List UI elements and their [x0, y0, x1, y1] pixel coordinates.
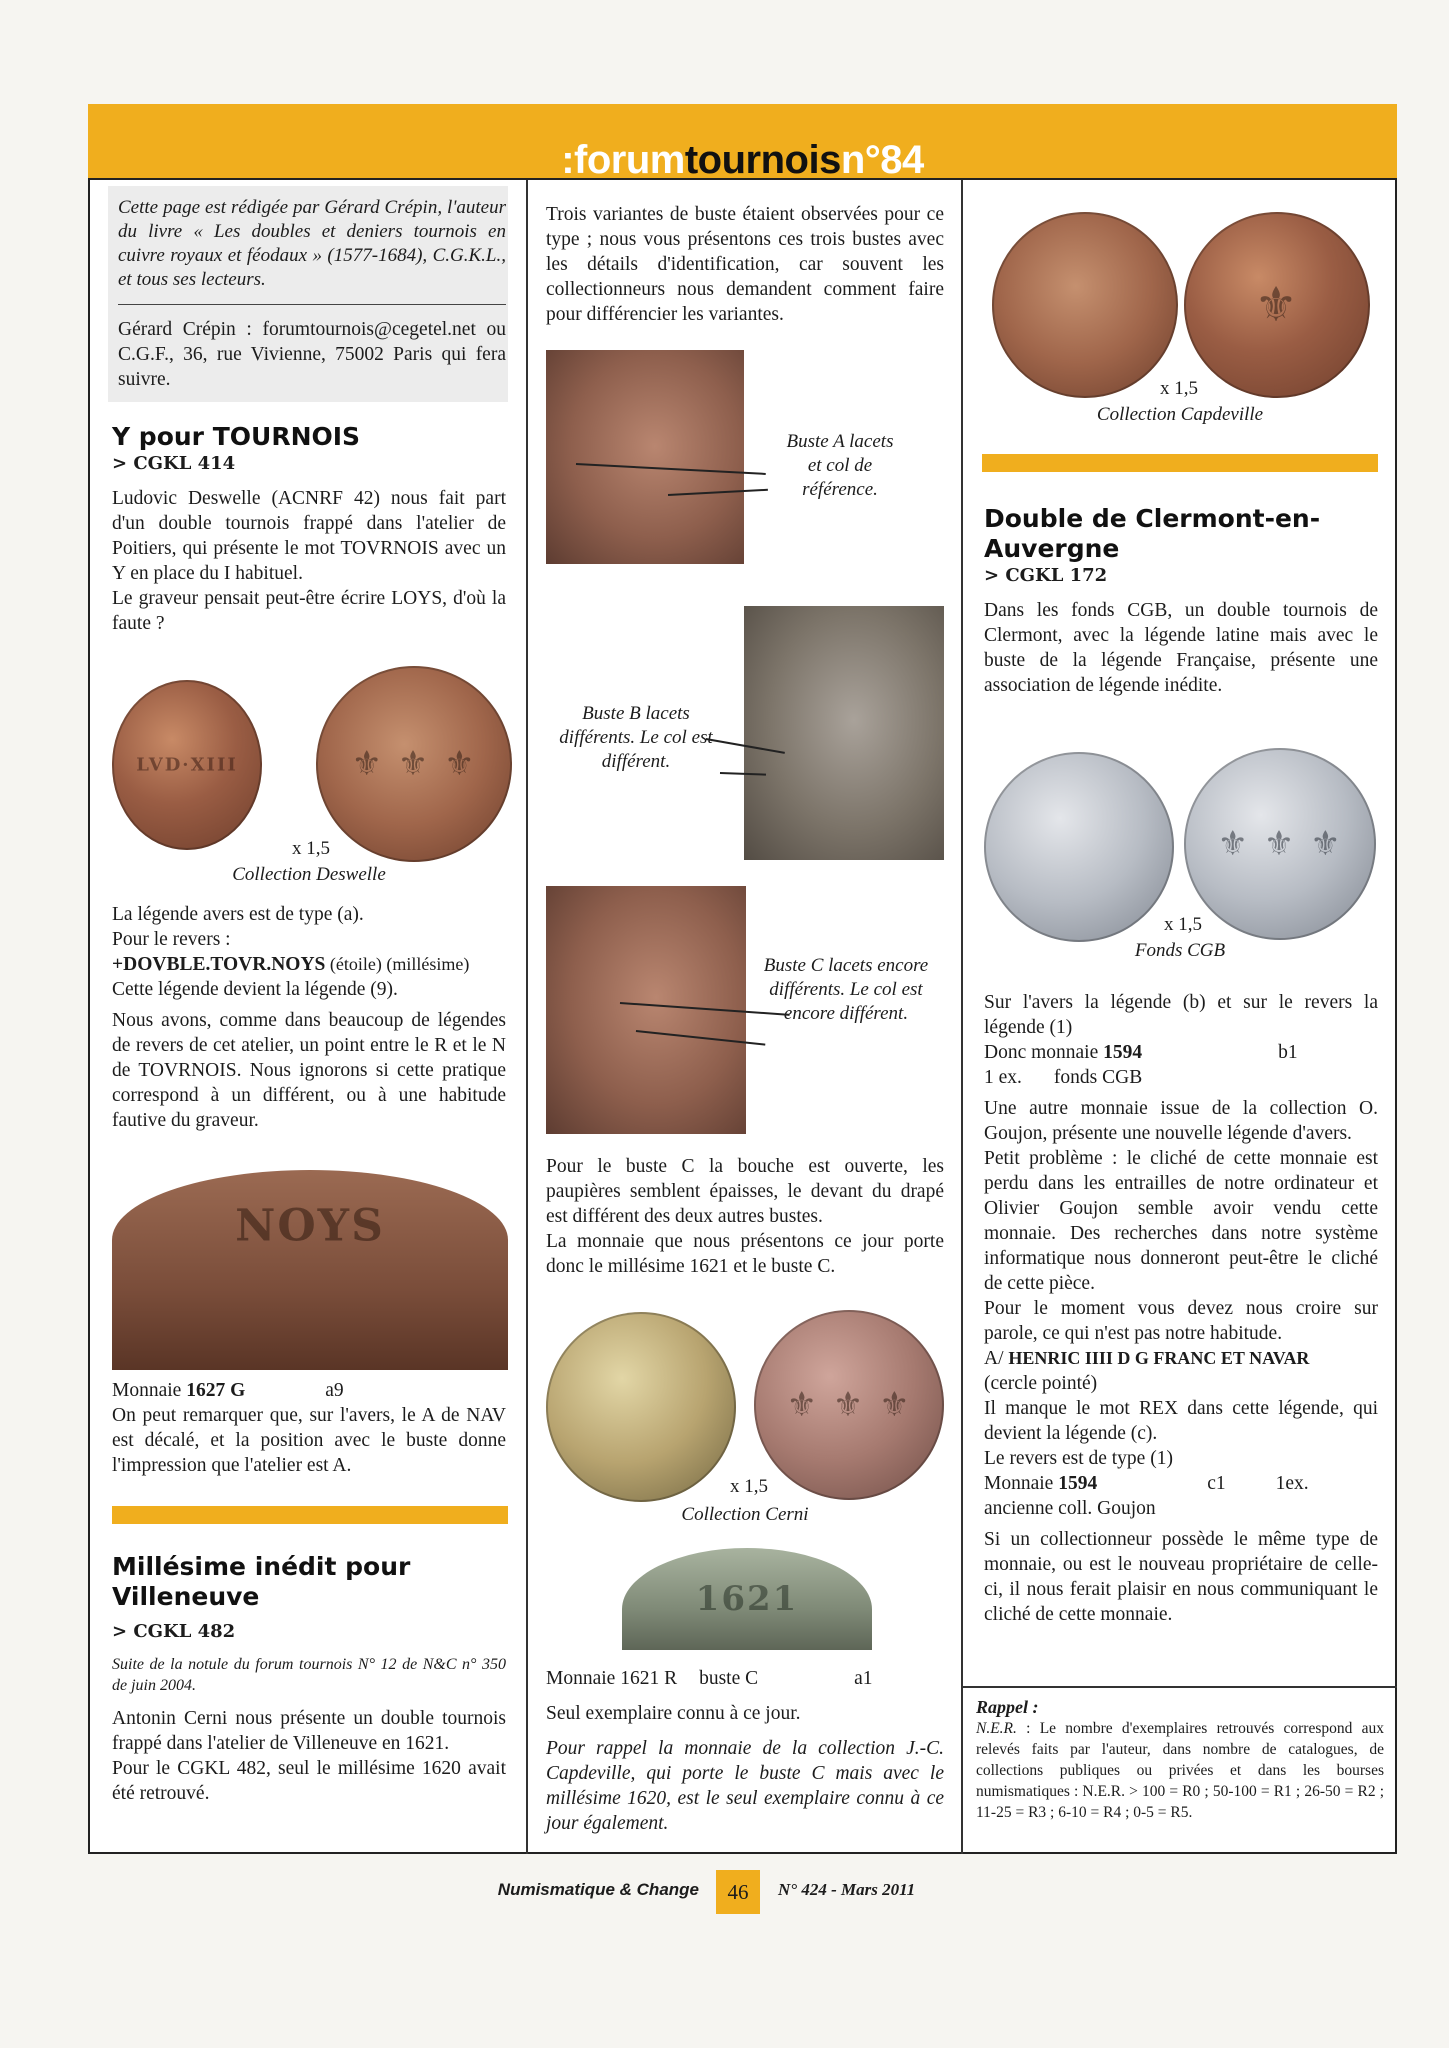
cgb-obverse-coin: [984, 752, 1174, 942]
legend-rest: (étoile) (millésime): [325, 954, 470, 974]
right-title: Double de Clermont-en-Auvergne: [984, 504, 1321, 563]
deswelle-zoom: x 1,5: [292, 838, 330, 859]
m2-year: 1594: [1058, 1473, 1098, 1494]
page-footer: [0, 1870, 1449, 1914]
article1-legend-line: [112, 952, 506, 977]
right-p4: Petit problème : le cliché de cette monnaie est perdu dans les entrailles de notre ordinateur et Olivier Goujon semble avoir vendu cette monnaie. Des recherches dans notre système informatique nous donneront peut-être le cliché de cette pièce.: [984, 1148, 1378, 1294]
article1-title: Y pour TOURNOIS: [112, 422, 361, 451]
deswelle-obverse-coin: [112, 680, 262, 850]
bust-c-label: Buste C lacets encore différents. Le col est encore différent.: [763, 955, 929, 1024]
coin-lis: ⚜ ⚜ ⚜: [786, 1385, 912, 1425]
cerni-zoom: x 1,5: [730, 1476, 768, 1497]
right-p3: Une autre monnaie issue de la collection O. Goujon, présente une nouvelle légende d'avers.: [984, 1098, 1378, 1144]
m2-code: c1: [1207, 1473, 1226, 1494]
article1-p3: La légende avers est de type (a).: [112, 904, 364, 925]
middle-p4: Seul exemplaire connu à ce jour.: [546, 1703, 801, 1724]
right-m1: [984, 1040, 1378, 1065]
article2: [112, 1552, 506, 1806]
right-p8: Le revers est de type (1): [984, 1448, 1173, 1469]
bust-b-label: Buste B lacets différents. Le col est différent.: [559, 703, 713, 772]
right-p9: Si un collectionneur possède le même type de monnaie, ou est le nouveau propriétaire de celle-ci, il nous ferait plaisir en nous communiquant le cliché de cette monnaie.: [984, 1529, 1378, 1625]
article1-p2: Le graveur pensait peut-être écrire LOYS, d'où la faute ?: [112, 588, 506, 634]
bust-a-label: Buste A lacets et col de référence.: [786, 431, 894, 500]
right-p2: Sur l'avers la légende (b) et sur le revers la légende (1): [984, 992, 1378, 1038]
rappel-body: : Le nombre d'exemplaires retrouvés correspond aux relevés faits par l'auteur, dans nombre de catalogues, de collections publiques ou privées et dans les bourses numismatiques : N.E.R. > 100 = R0 ; 50-100 = R1 ; 26-50 = R2 ; 11-25 = R3 ; 6-10 = R4 ; 0-5 = R5.: [976, 1720, 1384, 1821]
middle-column: [546, 202, 944, 327]
left-column-2: [112, 902, 506, 1133]
coin-lis: ⚜ ⚜ ⚜: [351, 744, 477, 784]
title-number: n°84: [840, 138, 924, 182]
right-orange-bar: [982, 454, 1378, 472]
bust-b-photo: [744, 606, 944, 860]
deswelle-caption: Collection Deswelle: [232, 864, 386, 885]
deswelle-closeup-photo: [112, 1170, 508, 1370]
rappel-box: [976, 1696, 1384, 1823]
article2-title: Millésime inédit pour Villeneuve: [112, 1552, 411, 1611]
right-column-2: [984, 990, 1378, 1627]
right-p5: Pour le moment vous devez nous croire sur parole, ce qui n'est pas notre habitude.: [984, 1298, 1378, 1344]
monnaie-year: 1627 G: [186, 1380, 246, 1401]
intro-rule: [118, 304, 506, 305]
cgb-caption: Fonds CGB: [1134, 940, 1226, 961]
monnaie-code: a1: [854, 1668, 873, 1689]
capdeville-obverse-coin: [992, 212, 1178, 398]
article2-p2: Pour le CGKL 482, seul le millésime 1620 avait été retrouvé.: [112, 1758, 506, 1804]
column-divider-2: [961, 180, 963, 1854]
monnaie-buste: buste C: [699, 1668, 759, 1689]
middle-monnaie: [546, 1666, 944, 1691]
left-orange-bar: [112, 1506, 508, 1524]
m1-ex: 1 ex.: [984, 1067, 1022, 1088]
right-p6: (cercle pointé): [984, 1373, 1098, 1394]
right-p1: Dans les fonds CGB, un double tournois de Clermont, avec la légende latine mais avec le buste de la légende Française, présente une association de légende inédite.: [984, 600, 1378, 696]
header-banner: [88, 104, 1397, 180]
cgb-reverse-coin: [1184, 748, 1376, 940]
article1-p4: Pour le revers :: [112, 929, 231, 950]
rappel-title: Rappel :: [976, 1697, 1039, 1717]
avers-legend: HENRIC IIII D G FRANC ET NAVAR: [1008, 1348, 1310, 1368]
right-m1-ex: [984, 1065, 1378, 1090]
capdeville-zoom: x 1,5: [1160, 378, 1198, 399]
rappel-text: [976, 1718, 1384, 1823]
left-column-3: [112, 1378, 506, 1478]
left-column: [112, 196, 506, 636]
middle-p2: Pour le buste C la bouche est ouverte, les paupières semblent épaisses, le devant du drapé est différent des deux autres bustes.: [546, 1156, 944, 1227]
article2-note: Suite de la notule du forum tournois N° 12 de N&C n° 350 de juin 2004.: [112, 1656, 506, 1694]
cerni-obverse-coin: [546, 1312, 736, 1502]
capdeville-caption: Collection Capdeville: [1096, 404, 1264, 425]
middle-column-2: [546, 1154, 944, 1279]
m1-fonds: fonds CGB: [1053, 1067, 1143, 1088]
monnaie-label: Monnaie: [112, 1380, 187, 1401]
reverse-legend: +DOVBLE.TOVR.NOYS: [112, 954, 326, 975]
article1-p6: Nous avons, comme dans beaucoup de légendes de revers de cet atelier, un point entre le R et le N de TOVRNOIS. Nous ignorons si cette pratique correspond à un différent, ou à une habitude fautive du graveur.: [112, 1010, 506, 1131]
m1-label: Donc monnaie: [984, 1042, 1104, 1063]
right-ref: > CGKL 172: [984, 565, 1108, 586]
m1-code: b1: [1278, 1042, 1298, 1063]
title-tournois: tournois: [684, 138, 841, 182]
middle-p5: Pour rappel la monnaie de la collection J.-C. Capdeville, qui porte le buste C mais avec le millésime 1620, est le seul exemplaire connu à ce jour également.: [546, 1738, 944, 1834]
column-divider-1: [526, 180, 528, 1854]
forum-title: [88, 140, 1397, 180]
article1-p5: Cette légende devient la légende (9).: [112, 979, 398, 1000]
m2-label: Monnaie: [984, 1473, 1059, 1494]
article1-p7: On peut remarquer que, sur l'avers, le A de NAV est décalé, et la position avec le buste donne l'impression que l'atelier est A.: [112, 1405, 506, 1476]
coin-legend: LVD·XIII: [136, 754, 238, 776]
capdeville-reverse-coin: [1184, 212, 1370, 398]
right-legend: [984, 1346, 1378, 1371]
article1-p1: Ludovic Deswelle (ACNRF 42) nous fait part d'un double tournois frappé dans l'atelier de Poitiers, qui présente le mot TOVRNOIS avec un Y en place du I habituel.: [112, 488, 506, 584]
article2-p1: Antonin Cerni nous présente un double tournois frappé dans l'atelier de Villeneuve en 1621.: [112, 1708, 506, 1754]
m1-year: 1594: [1103, 1042, 1143, 1063]
cerni-reverse-coin: [754, 1310, 944, 1500]
footer-issue: N° 424 - Mars 2011: [778, 1880, 916, 1899]
middle-p1: Trois variantes de buste étaient observées pour ce type ; nous vous présentons ces trois bustes avec les détails d'identification, car souvent les collectionneurs nous demandent comment faire pour différencier les variantes.: [546, 204, 944, 325]
right-m2-coll: ancienne coll. Goujon: [984, 1498, 1156, 1519]
middle-p3: La monnaie que nous présentons ce jour porte donc le millésime 1621 et le buste C.: [546, 1231, 944, 1277]
middle-column-3: [546, 1666, 944, 1836]
monnaie-code: a9: [325, 1380, 344, 1401]
article1-monnaie: [112, 1378, 506, 1403]
right-p7: Il manque le mot REX dans cette légende, qui devient la légende (c).: [984, 1398, 1378, 1444]
right-column: [984, 504, 1378, 698]
coin-lis: ⚜: [1254, 277, 1300, 333]
bust-a-photo: [546, 350, 744, 564]
title-forum: :forum: [561, 138, 685, 182]
intro-contact: Gérard Crépin : forumtournois@cegetel.net ou C.G.F., 36, rue Vivienne, 75002 Paris qui fera suivre.: [118, 319, 506, 390]
rappel-rule: [962, 1686, 1397, 1688]
closeup-date: 1621: [695, 1579, 799, 1619]
intro-text: Cette page est rédigée par Gérard Crépin, l'auteur du livre « Les doubles et deniers tournois en cuivre royaux et féodaux » (1577-1684), C.G.K.L., et tous ses lecteurs.: [118, 197, 506, 290]
right-m2: [984, 1471, 1378, 1496]
closeup-letters: NOYS: [235, 1200, 385, 1252]
monnaie-label: Monnaie 1621 R: [546, 1668, 678, 1689]
legend-prefix: A/: [984, 1348, 1009, 1369]
footer-magazine: Numismatique & Change: [497, 1880, 699, 1899]
cgb-zoom: x 1,5: [1164, 914, 1202, 935]
article2-ref: > CGKL 482: [112, 1621, 236, 1642]
rappel-ner: N.E.R.: [976, 1720, 1017, 1737]
article1-ref: > CGKL 414: [112, 453, 236, 474]
cerni-caption: Collection Cerni: [681, 1504, 809, 1525]
m2-ex: 1ex.: [1275, 1473, 1309, 1494]
deswelle-reverse-coin: [316, 666, 512, 862]
coin-lis: ⚜ ⚜ ⚜: [1217, 824, 1343, 864]
footer-page-number: 46: [716, 1870, 760, 1914]
